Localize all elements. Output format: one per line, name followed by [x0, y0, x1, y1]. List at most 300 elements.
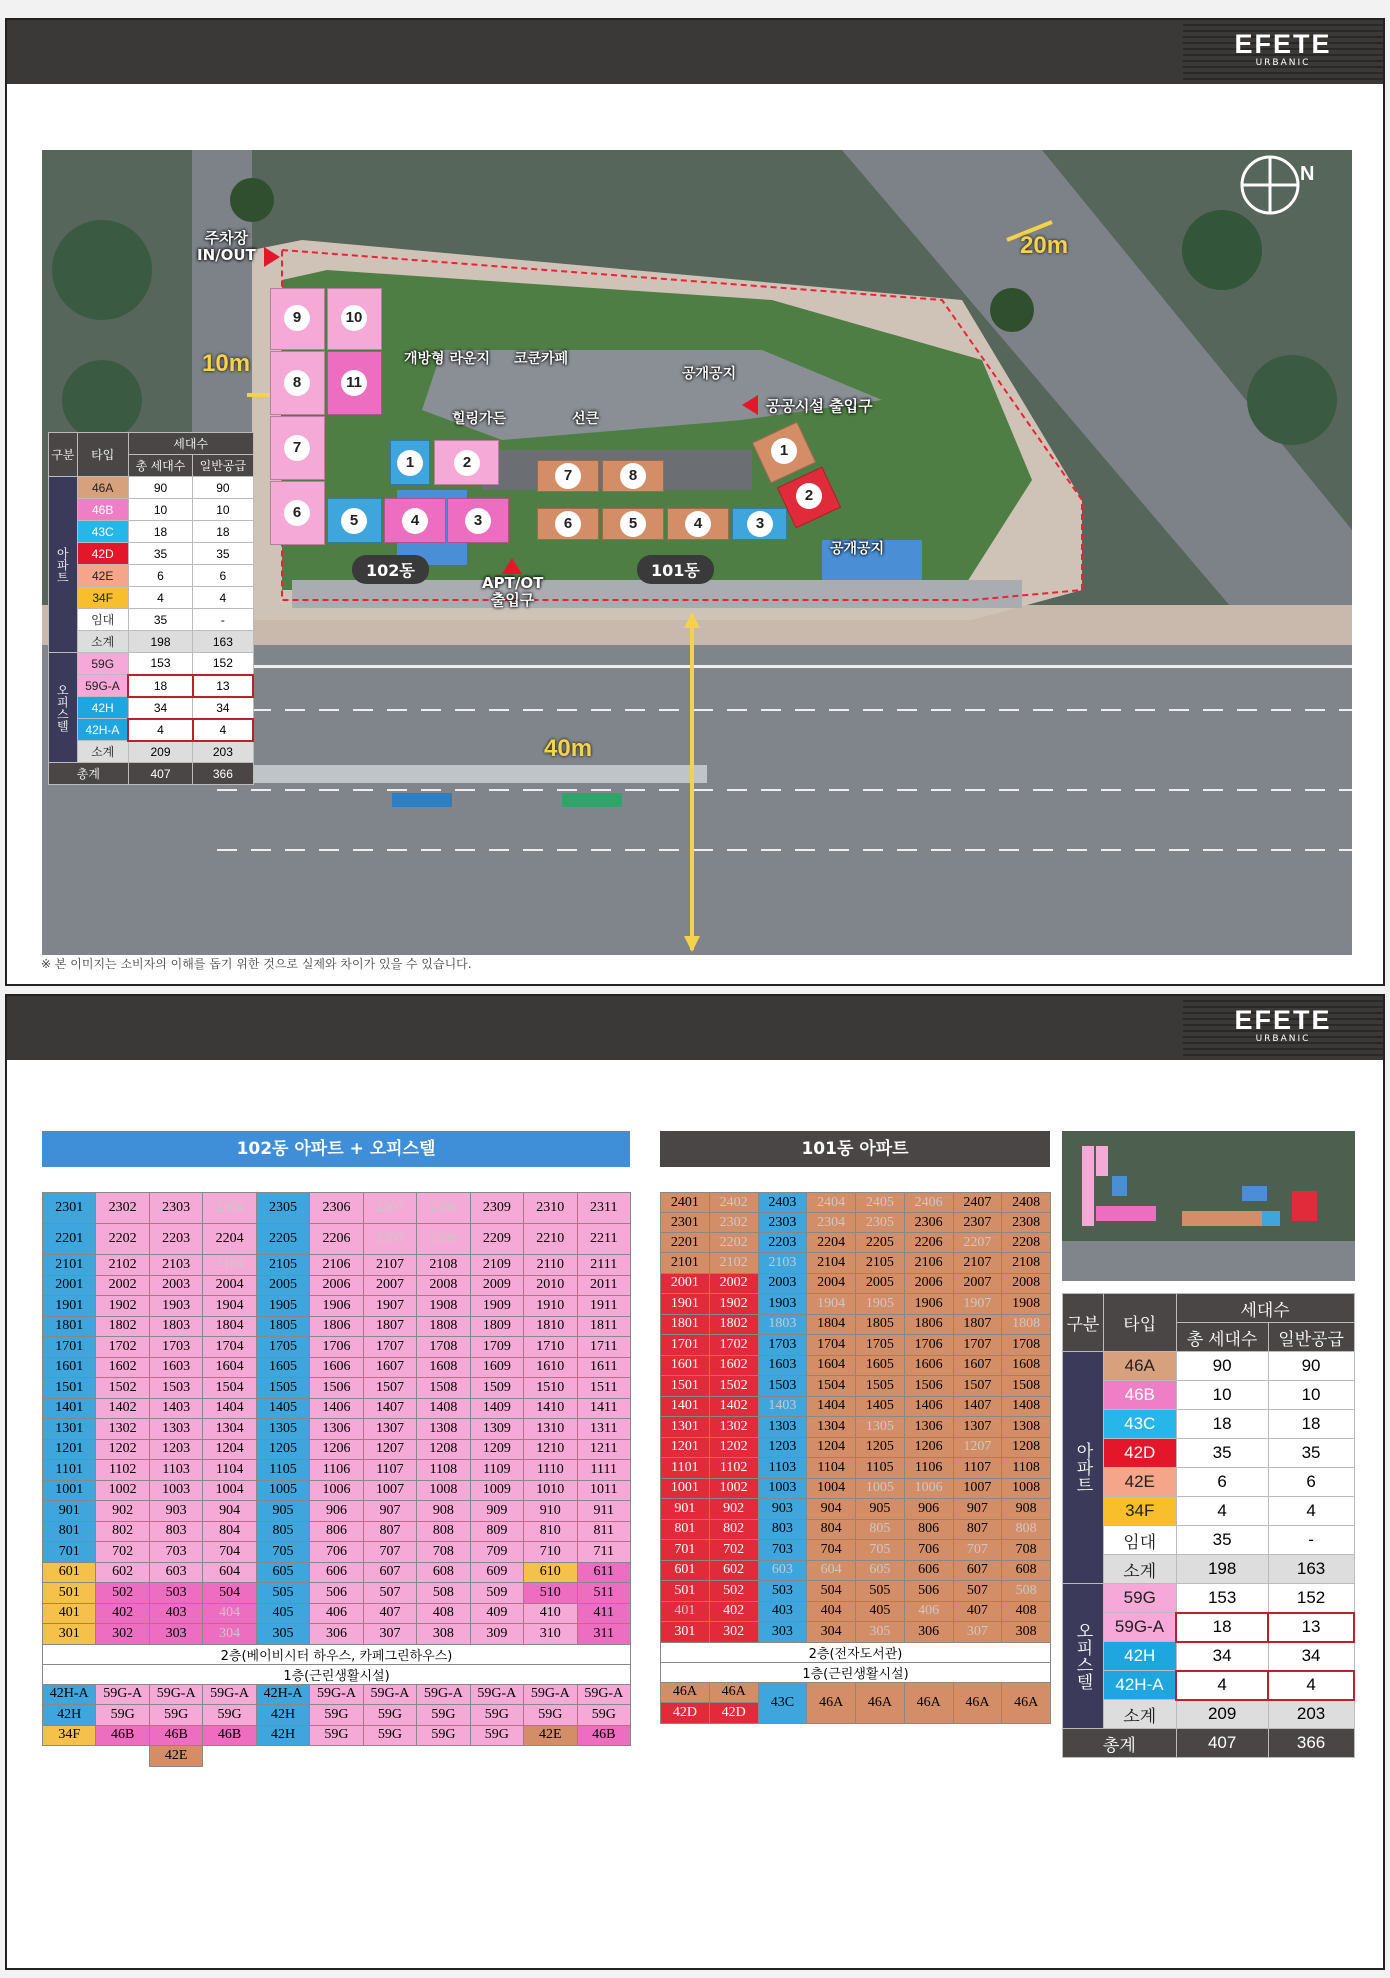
unit-cell: 1205: [256, 1439, 309, 1460]
s2-row-total: 10: [1176, 1381, 1268, 1410]
unit-cell: 501: [661, 1581, 710, 1602]
unit-cell: 2404: [807, 1193, 856, 1213]
unit-cell: 708: [1002, 1540, 1051, 1561]
unit-cell: 1010: [524, 1480, 577, 1501]
unit-cell: 802: [709, 1519, 758, 1540]
floor-2-102: 2층(베이비시터 하우스, 카페그린하우스): [43, 1644, 631, 1664]
unit-cell: 1702: [96, 1337, 149, 1358]
unit-cell: 1205: [856, 1437, 905, 1458]
unit-cell: 1704: [807, 1335, 856, 1356]
unit-cell: 707: [363, 1542, 416, 1563]
open-space-label-2: 공개공지: [830, 541, 885, 557]
unit-cell: 2005: [256, 1275, 309, 1296]
s1-row-type: 34F: [77, 587, 128, 609]
retail-cell: 59G-A: [417, 1684, 470, 1705]
unit-cell: 1211: [577, 1439, 630, 1460]
unit-cell: 1007: [953, 1478, 1002, 1499]
retail-cell: 59G: [470, 1705, 523, 1726]
label-102-6: 6: [284, 500, 310, 526]
unit-cell: 2005: [856, 1273, 905, 1294]
s1-row-total: 10: [128, 499, 192, 521]
unit-cell: 1309: [470, 1419, 523, 1440]
unit-cell: 2310: [524, 1193, 577, 1224]
unit-cell: 401: [43, 1603, 96, 1624]
unit-cell: 1101: [43, 1460, 96, 1481]
public-entrance-label: 공공시설 출입구: [766, 397, 873, 415]
unit-cell: 704: [203, 1542, 256, 1563]
unit-cell: 2102: [96, 1255, 149, 1276]
retail-cell: 59G: [203, 1705, 256, 1726]
unit-cell: 1801: [43, 1316, 96, 1337]
unit-cell: 501: [43, 1583, 96, 1604]
unit-cell: 508: [417, 1583, 470, 1604]
unit-cell: 1611: [577, 1357, 630, 1378]
unit-cell: 2302: [96, 1193, 149, 1224]
s2-row-type: 소계: [1103, 1700, 1176, 1729]
s2-row-type: 59G-A: [1103, 1613, 1176, 1642]
label-102-4: 4: [402, 508, 428, 534]
unit-cell: 1707: [363, 1337, 416, 1358]
unit-cell: 1005: [856, 1478, 905, 1499]
unit-cell: 2303: [758, 1213, 807, 1233]
top-bar-2: [7, 996, 1383, 1060]
s1-row-total: 6: [128, 565, 192, 587]
unit-cell: 2107: [953, 1253, 1002, 1274]
unit-cell: 2204: [807, 1233, 856, 1253]
brand-name: EFETE: [1234, 29, 1332, 59]
unit-cell: 1109: [470, 1460, 523, 1481]
s2-row-type: 59G: [1103, 1584, 1176, 1613]
unit-cell: 405: [256, 1603, 309, 1624]
brand-logo-2: [1183, 996, 1383, 1060]
s2-row-type: 42D: [1103, 1439, 1176, 1468]
s1-row-general: 4: [193, 719, 253, 741]
unit-cell: 601: [43, 1562, 96, 1583]
unit-cell: 1410: [524, 1398, 577, 1419]
unit-cell: 1902: [709, 1294, 758, 1315]
unit-cell: 403: [149, 1603, 202, 1624]
unit-cell: 307: [953, 1622, 1002, 1643]
retail-cell: 42H-A: [256, 1684, 309, 1705]
label-101-1: 1: [771, 438, 797, 464]
unit-cell: 2006: [904, 1273, 953, 1294]
label-101-3: 3: [747, 511, 773, 537]
unit-cell: 2301: [43, 1193, 96, 1224]
s2-row-type: 46B: [1103, 1381, 1176, 1410]
unit-cell: 311: [577, 1624, 630, 1645]
grid-101-title: 101동 아파트: [660, 1131, 1050, 1167]
s1-row-total: 198: [128, 631, 192, 653]
unit-cell: 1306: [904, 1417, 953, 1438]
unit-cell: 1603: [758, 1355, 807, 1376]
unit-cell: 1706: [904, 1335, 953, 1356]
retail-cell: 42E: [149, 1746, 202, 1767]
unit-cell: 606: [310, 1562, 363, 1583]
unit-cell: 1501: [661, 1376, 710, 1397]
unit-cell: 2209: [470, 1224, 523, 1255]
unit-cell: 1802: [96, 1316, 149, 1337]
unit-cell: 1105: [256, 1460, 309, 1481]
unit-cell: 1408: [1002, 1396, 1051, 1417]
label-101-6: 6: [555, 511, 581, 537]
unit-cell: 1704: [203, 1337, 256, 1358]
retail-cell: 59G: [363, 1705, 416, 1726]
unit-cell: 903: [758, 1499, 807, 1520]
unit-cell: 1601: [43, 1357, 96, 1378]
unit-cell: 1409: [470, 1398, 523, 1419]
unit-cell: 2202: [96, 1224, 149, 1255]
floor-1-102: 1층(근린생활시설): [43, 1664, 631, 1684]
unit-cell: 2203: [758, 1233, 807, 1253]
unit-cell: 2201: [661, 1233, 710, 1253]
apt-entrance-marker: [502, 558, 522, 574]
unit-cell: 2203: [149, 1224, 202, 1255]
unit-cell: 703: [758, 1540, 807, 1561]
s1-row-type: 43C: [77, 521, 128, 543]
unit-cell: 2207: [363, 1224, 416, 1255]
s2-row-total: 34: [1176, 1642, 1268, 1671]
s1-grand-general: 366: [193, 763, 253, 785]
unit-cell: 1204: [807, 1437, 856, 1458]
unit-cell: 2208: [1002, 1233, 1051, 1253]
unit-cell: 2306: [904, 1213, 953, 1233]
s1-row-general: 6: [193, 565, 253, 587]
s1-header-type: 타입: [77, 433, 128, 477]
unit-cell: 608: [1002, 1560, 1051, 1581]
unit-cell: 2408: [1002, 1193, 1051, 1213]
unit-cell: 801: [43, 1521, 96, 1542]
unit-cell: 906: [310, 1501, 363, 1522]
unit-cell: 1608: [417, 1357, 470, 1378]
unit-cell: 2008: [417, 1275, 470, 1296]
unit-cell: 1406: [310, 1398, 363, 1419]
unit-cell: 2308: [417, 1193, 470, 1224]
unit-cell: 704: [807, 1540, 856, 1561]
unit-cell: 2105: [256, 1255, 309, 1276]
site-thumbnail: [1062, 1131, 1355, 1281]
s1-row-total: 153: [128, 653, 192, 675]
unit-cell: 1907: [953, 1294, 1002, 1315]
unit-cell: 1904: [807, 1294, 856, 1315]
unit-cell: 1004: [807, 1478, 856, 1499]
garden-label: 힐링가든: [452, 411, 507, 427]
unit-cell: 2306: [310, 1193, 363, 1224]
unit-cell: 503: [758, 1581, 807, 1602]
s1-header-units: 세대수: [128, 433, 253, 455]
unit-cell: 407: [953, 1601, 1002, 1622]
unit-cell: 1803: [149, 1316, 202, 1337]
unit-cell: 2206: [310, 1224, 363, 1255]
retail-cell: 59G-A: [524, 1684, 577, 1705]
retail-cell: 46A: [856, 1682, 905, 1723]
unit-cell: 1001: [43, 1480, 96, 1501]
unit-cell: 1609: [470, 1357, 523, 1378]
unit-cell: 1801: [661, 1314, 710, 1335]
unit-cell: 1303: [149, 1419, 202, 1440]
unit-cell: 2207: [953, 1233, 1002, 1253]
unit-cell: 1703: [149, 1337, 202, 1358]
unit-cell: 1508: [1002, 1376, 1051, 1397]
s1-row-general: 35: [193, 543, 253, 565]
lounge-label: 개방형 라운지: [404, 351, 491, 367]
unit-cell: 2206: [904, 1233, 953, 1253]
unit-cell: 507: [363, 1583, 416, 1604]
unit-cell: 1904: [203, 1296, 256, 1317]
unit-cell: 909: [470, 1501, 523, 1522]
unit-cell: 709: [470, 1542, 523, 1563]
unit-cell: 2103: [758, 1253, 807, 1274]
unit-cell: 1908: [417, 1296, 470, 1317]
unit-cell: 1503: [149, 1378, 202, 1399]
unit-cell: 407: [363, 1603, 416, 1624]
unit-cell: 905: [856, 1499, 905, 1520]
s1-row-type: 42E: [77, 565, 128, 587]
s1-row-total: 209: [128, 741, 192, 763]
unit-cell: 810: [524, 1521, 577, 1542]
unit-cell: 611: [577, 1562, 630, 1583]
unit-cell: 409: [470, 1603, 523, 1624]
unit-cell: 1506: [310, 1378, 363, 1399]
site-plan-panel: [5, 18, 1385, 986]
bldg-102-label: 102동: [352, 555, 429, 584]
s1-row-total: 4: [128, 719, 192, 741]
s1-group-apt: 아파트: [49, 477, 78, 653]
unit-cell: 1403: [758, 1396, 807, 1417]
unit-cell: 1903: [758, 1294, 807, 1315]
unit-cell: 1102: [96, 1460, 149, 1481]
s2-row-general: 152: [1268, 1584, 1354, 1613]
retail-cell: 42H: [256, 1725, 309, 1746]
unit-cell: 2003: [149, 1275, 202, 1296]
unit-cell: 1610: [524, 1357, 577, 1378]
unit-cell: 1505: [856, 1376, 905, 1397]
s1-grand-label: 총계: [49, 763, 129, 785]
unit-cell: 2305: [856, 1213, 905, 1233]
unit-cell: 1305: [856, 1417, 905, 1438]
unit-cell: 1402: [709, 1396, 758, 1417]
unit-cell: 1308: [1002, 1417, 1051, 1438]
s2-grand-total: 407: [1176, 1729, 1268, 1758]
unit-cell: 707: [953, 1540, 1002, 1561]
unit-cell: 703: [149, 1542, 202, 1563]
unit-cell: 1308: [417, 1419, 470, 1440]
unit-cell: 1111: [577, 1460, 630, 1481]
unit-cell: 603: [758, 1560, 807, 1581]
unit-cell: 510: [524, 1583, 577, 1604]
unit-cell: 1202: [96, 1439, 149, 1460]
unit-cell: 1206: [904, 1437, 953, 1458]
unit-cell: 1702: [709, 1335, 758, 1356]
s1-row-general: 13: [193, 675, 253, 697]
s1-row-total: 18: [128, 521, 192, 543]
unit-cell: 1003: [758, 1478, 807, 1499]
unit-cell: 901: [661, 1499, 710, 1520]
unit-cell: 2111: [577, 1255, 630, 1276]
s1-row-type: 42H-A: [77, 719, 128, 741]
unit-cell: 2001: [661, 1273, 710, 1294]
label-101-2: 2: [796, 483, 822, 509]
unit-cell: 908: [1002, 1499, 1051, 1520]
unit-cell: 2110: [524, 1255, 577, 1276]
retail-cell: 46B: [96, 1725, 149, 1746]
unit-cell: 806: [904, 1519, 953, 1540]
unit-cell: 1709: [470, 1337, 523, 1358]
retail-cell: 59G: [470, 1725, 523, 1746]
apt-entrance-label: APT/OT 출입구: [482, 574, 544, 609]
unit-cell: 1502: [96, 1378, 149, 1399]
unit-cell: 2304: [203, 1193, 256, 1224]
unit-cell: 1208: [417, 1439, 470, 1460]
unit-cell: 509: [470, 1583, 523, 1604]
unit-cell: 1501: [43, 1378, 96, 1399]
unit-cell: 410: [524, 1603, 577, 1624]
unit-cell: 1707: [953, 1335, 1002, 1356]
unit-cell: 1001: [661, 1478, 710, 1499]
unit-cell: 702: [709, 1540, 758, 1561]
unit-cell: 1011: [577, 1480, 630, 1501]
s2-row-general: 18: [1268, 1410, 1354, 1439]
unit-cell: 811: [577, 1521, 630, 1542]
s1-row-general: 152: [193, 653, 253, 675]
retail-cell: 46A: [953, 1682, 1002, 1723]
unit-cell: 1401: [661, 1396, 710, 1417]
unit-cell: 808: [417, 1521, 470, 1542]
unit-cell: 1901: [43, 1296, 96, 1317]
unit-cell: 1008: [417, 1480, 470, 1501]
unit-cell: 603: [149, 1562, 202, 1583]
unit-cell: 1304: [807, 1417, 856, 1438]
unit-cell: 1407: [363, 1398, 416, 1419]
unit-cell: 2001: [43, 1275, 96, 1296]
unit-cell: 1210: [524, 1439, 577, 1460]
label-101-4: 4: [685, 511, 711, 537]
unit-cell: 306: [904, 1622, 953, 1643]
unit-cell: 505: [856, 1581, 905, 1602]
unit-cell: 902: [96, 1501, 149, 1522]
retail-cell: [417, 1746, 470, 1767]
s2-row-general: 10: [1268, 1381, 1354, 1410]
unit-cell: 1006: [904, 1478, 953, 1499]
unit-cell: 1902: [96, 1296, 149, 1317]
unit-cell: 1002: [709, 1478, 758, 1499]
unit-cell: 1301: [43, 1419, 96, 1440]
unit-cell: 806: [310, 1521, 363, 1542]
label-102-5: 5: [341, 508, 367, 534]
retail-cell: 59G: [149, 1705, 202, 1726]
retail-cell: 46A: [904, 1682, 953, 1723]
s2-row-type: 임대: [1103, 1526, 1176, 1555]
unit-cell: 1103: [149, 1460, 202, 1481]
unit-cell: 702: [96, 1542, 149, 1563]
unit-cell: 1201: [43, 1439, 96, 1460]
unit-cell: 1806: [310, 1316, 363, 1337]
unit-cell: 1805: [256, 1316, 309, 1337]
unit-cell: 1808: [417, 1316, 470, 1337]
unit-cell: 1807: [953, 1314, 1002, 1335]
retail-cell: 59G: [524, 1705, 577, 1726]
unit-cell: 803: [758, 1519, 807, 1540]
unit-cell: 2107: [363, 1255, 416, 1276]
unit-cell: 2403: [758, 1193, 807, 1213]
s1-row-type: 임대: [77, 609, 128, 631]
unit-cell: 2309: [470, 1193, 523, 1224]
unit-cell: 1910: [524, 1296, 577, 1317]
s2-group-apt: 아파트: [1063, 1352, 1104, 1584]
unit-cell: 2002: [96, 1275, 149, 1296]
unit-cell: 2405: [856, 1193, 905, 1213]
s2-row-total: 35: [1176, 1439, 1268, 1468]
retail-cell: 59G: [96, 1705, 149, 1726]
unit-cell: 1909: [470, 1296, 523, 1317]
s1-row-type: 46B: [77, 499, 128, 521]
unit-cell: 502: [709, 1581, 758, 1602]
brand-sub-2: URBANIC: [1255, 1034, 1311, 1044]
grid-102-title: 102동 아파트 + 오피스텔: [42, 1131, 630, 1167]
retail-cell: [43, 1746, 96, 1767]
s2-row-type: 43C: [1103, 1410, 1176, 1439]
unit-cell: 1405: [856, 1396, 905, 1417]
unit-cell: 808: [1002, 1519, 1051, 1540]
unit-cell: 1602: [96, 1357, 149, 1378]
unit-cell: 305: [856, 1622, 905, 1643]
unit-cell: 1807: [363, 1316, 416, 1337]
unit-cell: 405: [856, 1601, 905, 1622]
unit-cell: 302: [96, 1624, 149, 1645]
unit-cell: 1811: [577, 1316, 630, 1337]
s1-row-general: 18: [193, 521, 253, 543]
s2-row-total: 18: [1176, 1613, 1268, 1642]
unit-cell: 1604: [807, 1355, 856, 1376]
retail-cell: 59G-A: [310, 1684, 363, 1705]
unit-cell: 701: [661, 1540, 710, 1561]
s1-header-total: 총 세대수: [128, 455, 192, 477]
s1-row-type: 소계: [77, 631, 128, 653]
unit-cell: 502: [96, 1583, 149, 1604]
unit-cell: 802: [96, 1521, 149, 1542]
retail-cell: 42D: [709, 1703, 758, 1724]
unit-cell: 1606: [310, 1357, 363, 1378]
unit-cell: 1206: [310, 1439, 363, 1460]
unit-cell: 601: [661, 1560, 710, 1581]
unit-cell: 404: [807, 1601, 856, 1622]
open-space-label-1: 공개공지: [682, 366, 737, 382]
retail-cell: [524, 1746, 577, 1767]
unit-cell: 1908: [1002, 1294, 1051, 1315]
s1-row-general: 34: [193, 697, 253, 719]
s1-group-ofc: 오피스텔: [49, 653, 78, 763]
retail-cell: 42D: [661, 1703, 710, 1724]
s2-row-general: 163: [1268, 1555, 1354, 1584]
s1-row-total: 4: [128, 587, 192, 609]
unit-cell: 301: [661, 1622, 710, 1643]
unit-cell: 1005: [256, 1480, 309, 1501]
unit-cell: 408: [417, 1603, 470, 1624]
unit-cell: 402: [96, 1603, 149, 1624]
unit-cell: 1003: [149, 1480, 202, 1501]
unit-cell: 504: [203, 1583, 256, 1604]
unit-cell: 2002: [709, 1273, 758, 1294]
retail-cell: 42E: [524, 1725, 577, 1746]
parking-label: 주차장 IN/OUT: [197, 229, 256, 264]
unit-cell: 908: [417, 1501, 470, 1522]
unit-cell: 1708: [1002, 1335, 1051, 1356]
unit-cell: 904: [203, 1501, 256, 1522]
s2-header-total: 총 세대수: [1176, 1323, 1268, 1352]
retail-cell: 46A: [709, 1682, 758, 1703]
unit-cell: 1604: [203, 1357, 256, 1378]
width-20m-label: 20m: [1020, 232, 1069, 259]
unit-cell: 305: [256, 1624, 309, 1645]
